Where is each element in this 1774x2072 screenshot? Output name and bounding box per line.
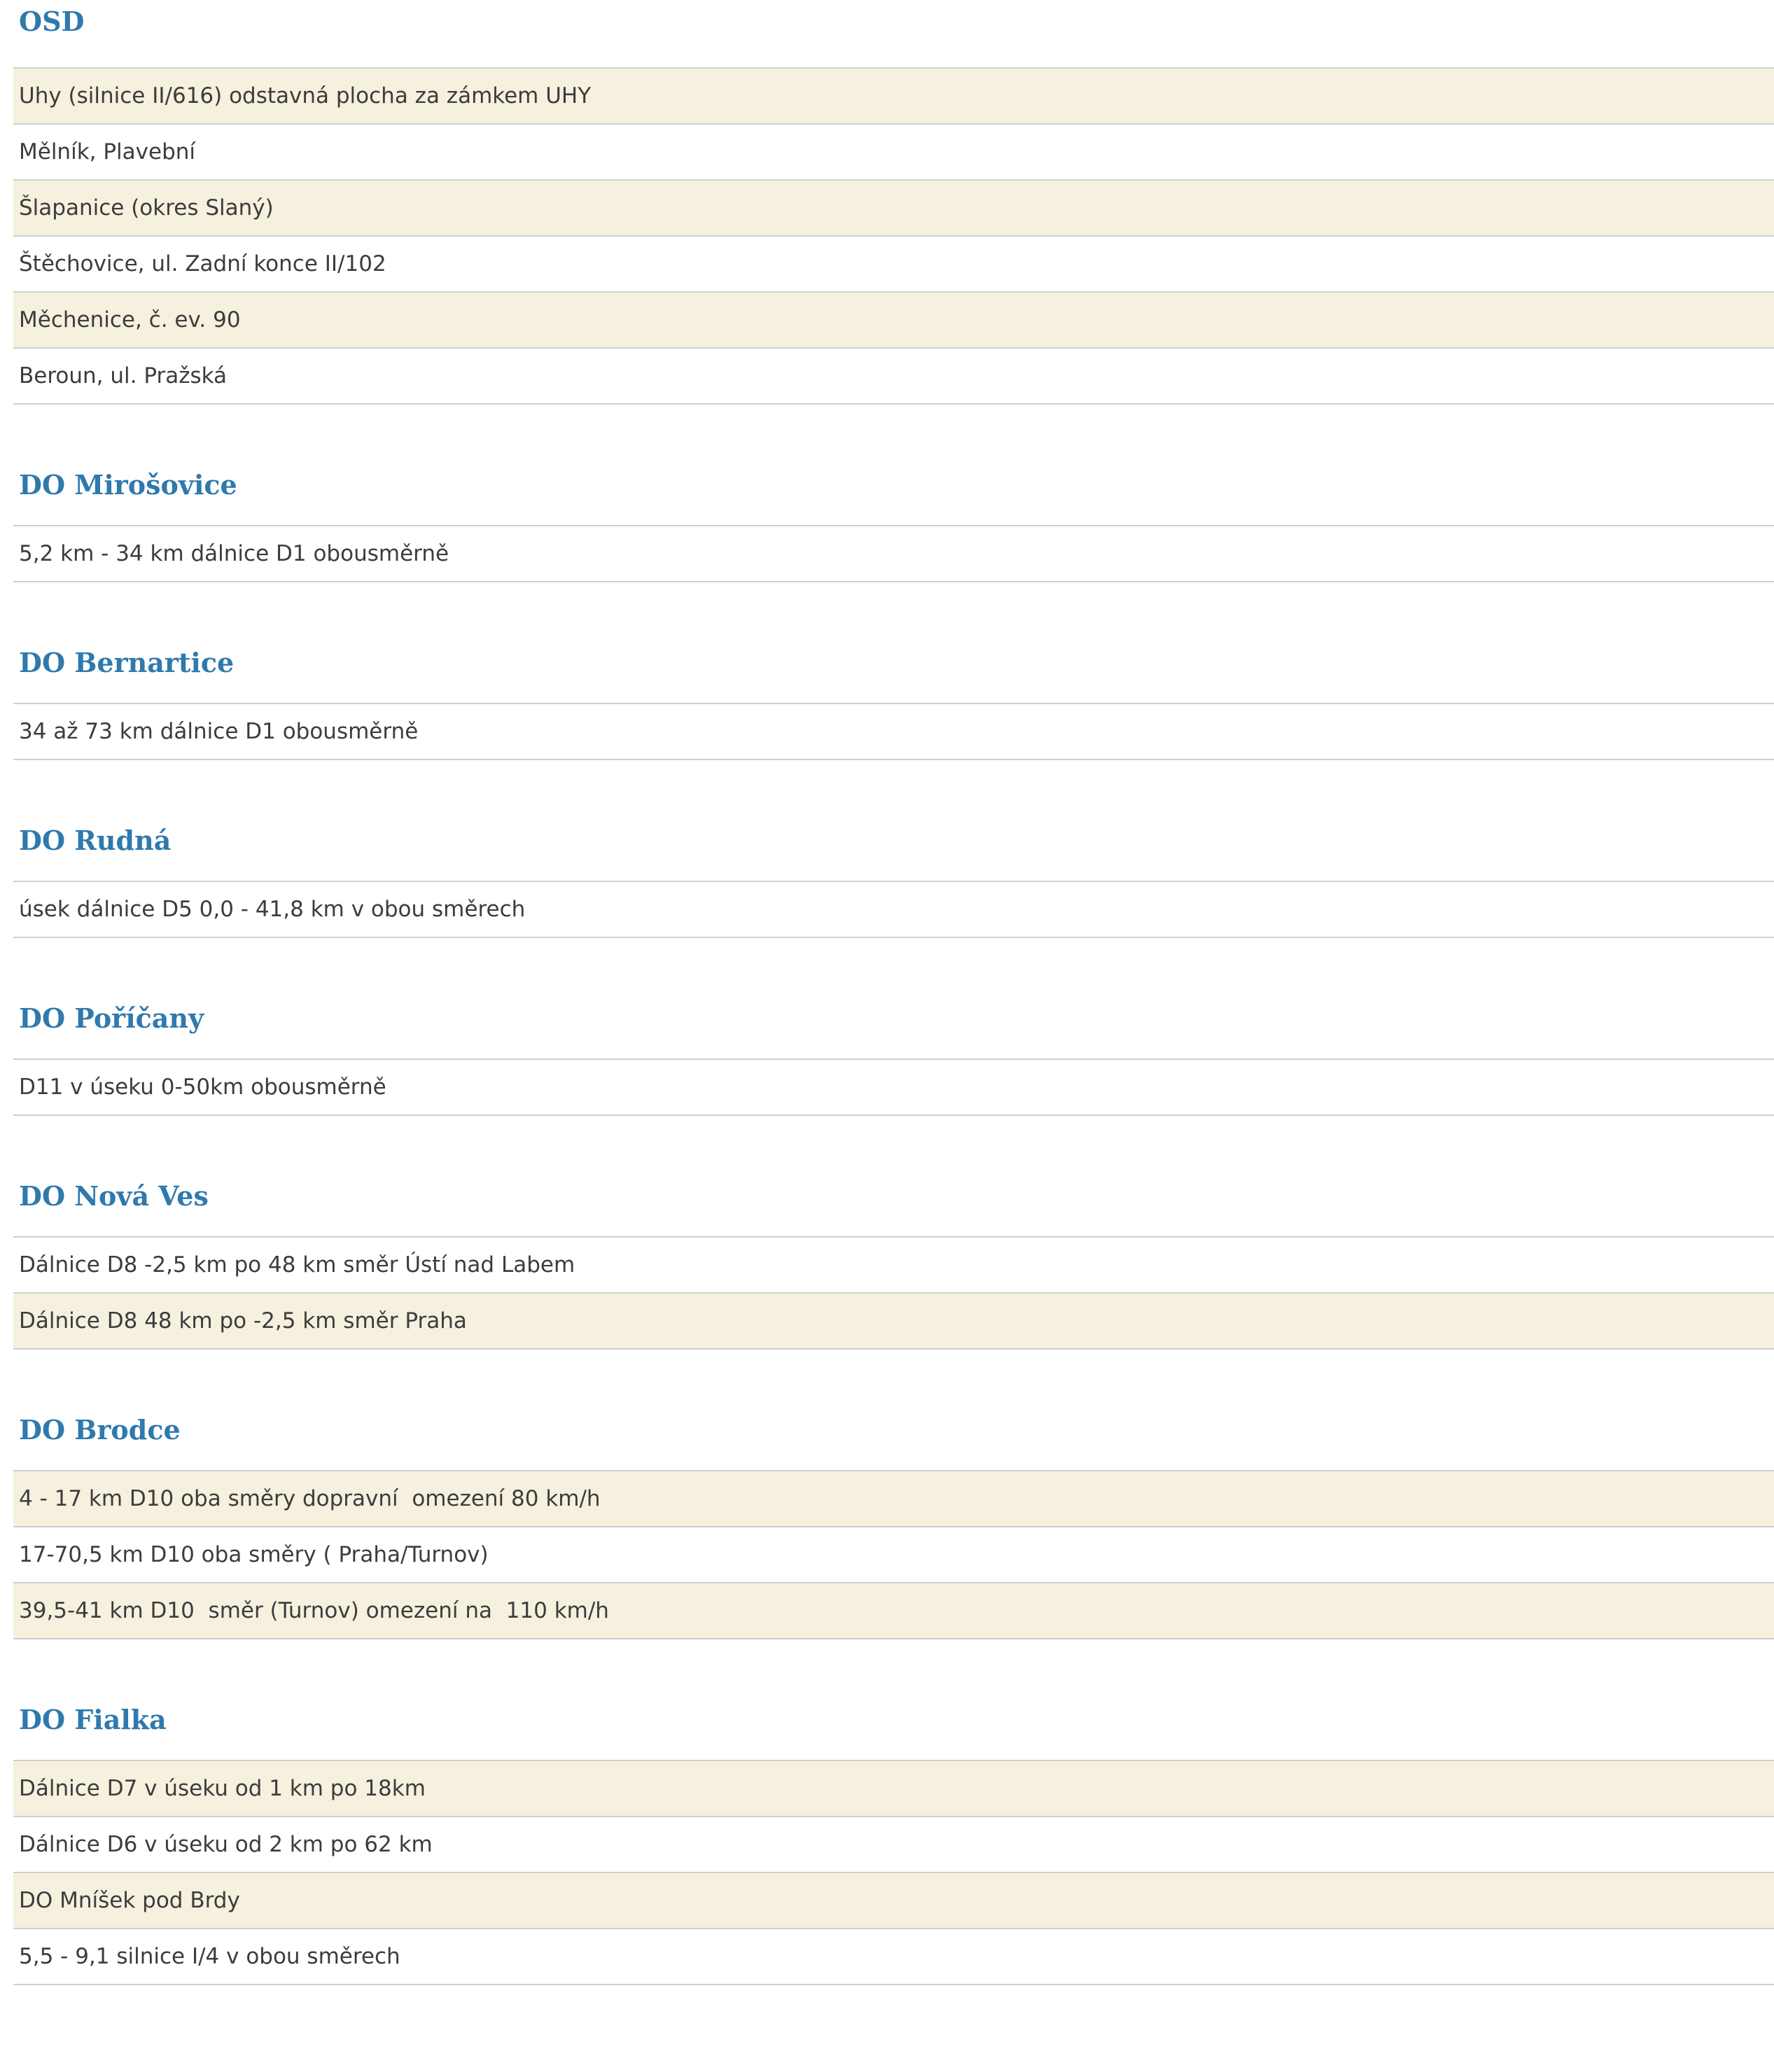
section-rows xyxy=(13,1470,1774,1639)
page-content xyxy=(13,0,1774,2045)
section-do-bernartice xyxy=(13,643,1774,760)
list-item: 39,5-41 km D10 směr (Turnov) omezení na 110 km/h xyxy=(13,1583,1774,1639)
list-item: 5,2 km - 34 km dálnice D1 obousměrně xyxy=(13,526,1774,582)
list-item: 4 - 17 km D10 oba směry dopravní omezení 80 km/h xyxy=(13,1471,1774,1527)
section-title: DO Mirošovice xyxy=(19,469,237,500)
section-rows xyxy=(13,1236,1774,1350)
list-item: Dálnice D7 v úseku od 1 km po 18km xyxy=(13,1761,1774,1817)
section-title: DO Nová Ves xyxy=(19,1180,209,1212)
section-rows xyxy=(13,1058,1774,1116)
section-do-mirosovice xyxy=(13,465,1774,582)
section-rows xyxy=(13,525,1774,582)
section-do-brodce xyxy=(13,1410,1774,1639)
list-item: DO Mníšek pod Brdy xyxy=(13,1873,1774,1929)
section-title: OSD xyxy=(19,6,85,37)
section-title: DO Bernartice xyxy=(19,647,235,678)
section-osd xyxy=(13,0,1774,405)
list-item: Dálnice D8 -2,5 km po 48 km směr Ústí nad Labem xyxy=(13,1238,1774,1294)
list-item: Měchenice, č. ev. 90 xyxy=(13,293,1774,349)
section-title: DO Rudná xyxy=(19,825,172,856)
section-title: DO Brodce xyxy=(19,1414,181,1446)
list-item: Beroun, ul. Pražská xyxy=(13,349,1774,405)
section-title: DO Fialka xyxy=(19,1704,167,1735)
list-item: Šlapanice (okres Slaný) xyxy=(13,181,1774,237)
section-rows xyxy=(13,1760,1774,1985)
list-item: Uhy (silnice II/616) odstavná plocha za zámkem UHY xyxy=(13,69,1774,125)
section-do-poricany xyxy=(13,998,1774,1116)
list-item: Dálnice D6 v úseku od 2 km po 62 km xyxy=(13,1817,1774,1873)
section-title: DO Poříčany xyxy=(19,1002,204,1034)
list-item: úsek dálnice D5 0,0 - 41,8 km v obou směrech xyxy=(13,882,1774,938)
section-do-nova-ves xyxy=(13,1176,1774,1350)
list-item: 34 až 73 km dálnice D1 obousměrně xyxy=(13,704,1774,760)
list-item: Mělník, Plavební xyxy=(13,125,1774,181)
section-do-rudna xyxy=(13,820,1774,938)
section-rows xyxy=(13,67,1774,405)
section-rows xyxy=(13,703,1774,760)
list-item: Dálnice D8 48 km po -2,5 km směr Praha xyxy=(13,1294,1774,1350)
list-item: 5,5 - 9,1 silnice I/4 v obou směrech xyxy=(13,1929,1774,1985)
section-do-fialka xyxy=(13,1700,1774,1985)
list-item: Štěchovice, ul. Zadní konce II/102 xyxy=(13,237,1774,293)
list-item: 17-70,5 km D10 oba směry ( Praha/Turnov) xyxy=(13,1527,1774,1583)
section-rows xyxy=(13,881,1774,938)
list-item: D11 v úseku 0-50km obousměrně xyxy=(13,1060,1774,1116)
